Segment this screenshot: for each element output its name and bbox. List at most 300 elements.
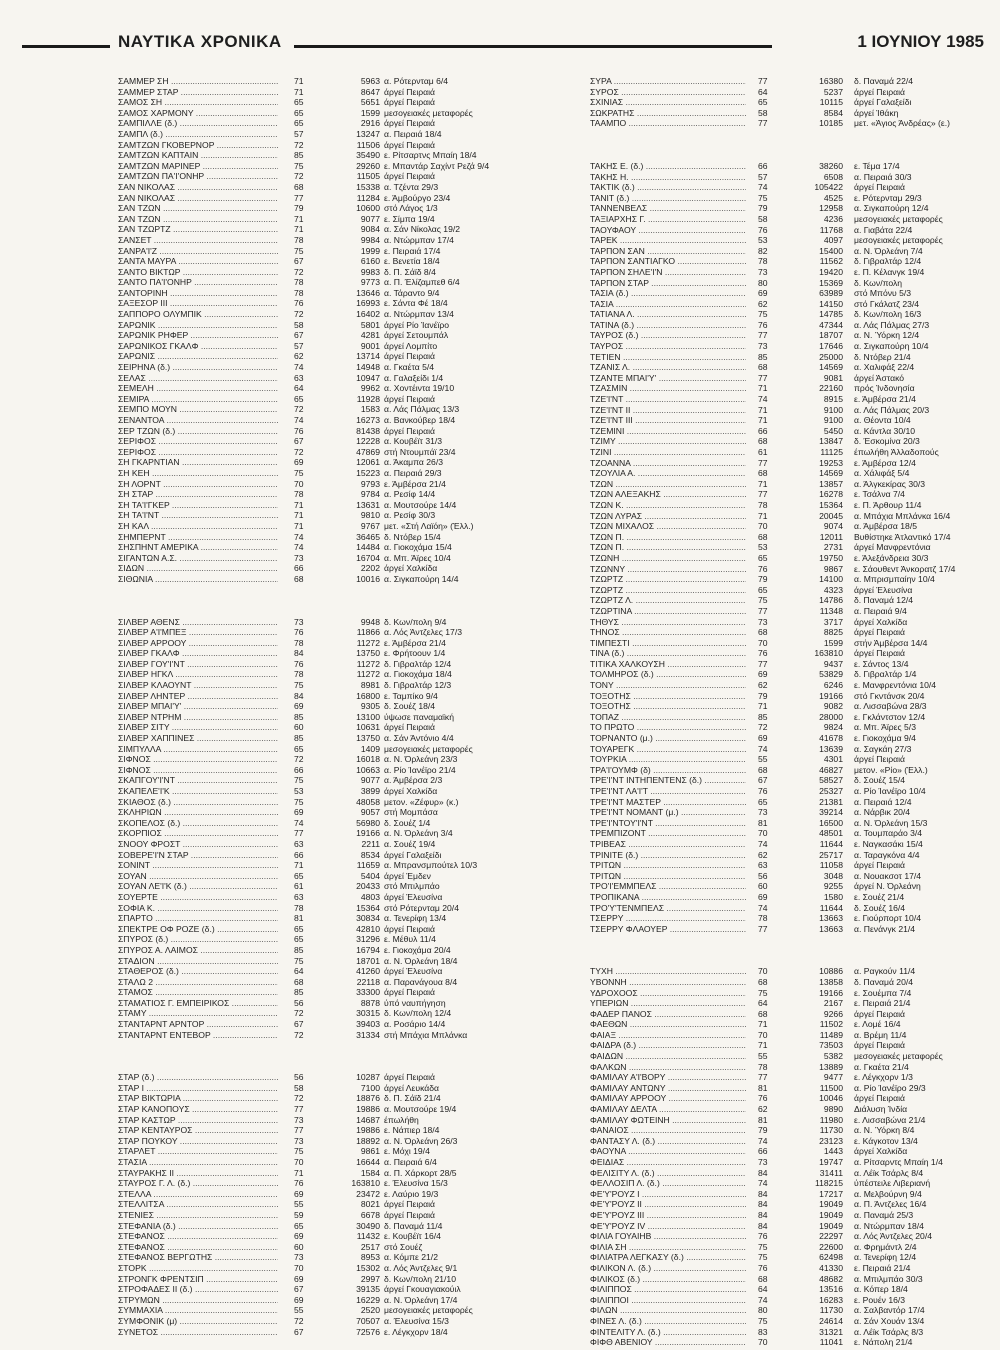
tonnage: 3048 bbox=[823, 870, 843, 881]
ship-entry-row bbox=[590, 807, 965, 818]
tonnage: 19750 bbox=[819, 552, 843, 563]
ship-position: α. Μπ. Άϊρες 10/4 bbox=[384, 552, 451, 563]
build-year: 66 bbox=[758, 1146, 768, 1157]
ship-name: ΣΑΝΤΟ ΒΙΚΤΩΡ ..... bbox=[118, 267, 278, 278]
ship-name: ΦΑΙΔΩΝ ..... bbox=[590, 1051, 746, 1062]
ship-entry-row bbox=[118, 638, 490, 649]
ship-position: άργεί Πειραιά bbox=[854, 754, 905, 765]
build-year: 72 bbox=[294, 1093, 304, 1104]
ship-name: ΣΟΒΕΡΕ'Ι'Ν ΣΤΑΡ ..... bbox=[118, 850, 278, 861]
build-year: 58 bbox=[758, 213, 768, 224]
ship-name: ΣΗ ΛΟΡΝΤ ..... bbox=[118, 479, 278, 490]
build-year: 67 bbox=[294, 1326, 304, 1337]
ship-entry-row bbox=[118, 828, 490, 839]
ship-position: στό Μπόνυ 5/3 bbox=[854, 288, 912, 299]
ship-entry-row bbox=[118, 987, 490, 998]
ship-name: ΣΑΜΤΖΩΝ ΓΚΟΒΕΡΝΟΡ ..... bbox=[118, 140, 278, 151]
ship-entry-row bbox=[590, 426, 965, 437]
tonnage: 11659 bbox=[356, 860, 380, 871]
build-year: 71 bbox=[758, 701, 768, 712]
ship-entry-row bbox=[118, 765, 490, 776]
tonnage: 12228 bbox=[356, 436, 380, 447]
tonnage: 11644 bbox=[819, 838, 843, 849]
ship-position: δ. Ντόβερ 15/4 bbox=[384, 531, 441, 542]
tonnage: 5404 bbox=[360, 870, 380, 881]
tonnage: 19886 bbox=[356, 1104, 380, 1115]
ship-position: α. Σιγκαπούρη 10/4 bbox=[854, 341, 929, 352]
ship-name: ΣΤΡΟΦΑΔΕΣ ΙΙ (δ.) ..... bbox=[118, 1284, 278, 1295]
tonnage: 20045 bbox=[819, 510, 843, 521]
build-year: 77 bbox=[294, 1104, 304, 1115]
ship-entry-row bbox=[118, 362, 490, 373]
ship-name: ΣΑΜΟΣ ΣΗ ..... bbox=[118, 97, 278, 108]
ship-name: ΣΙΛΒΕΡ ΑΘΕΝΣ ..... bbox=[118, 617, 278, 628]
ship-position: ύπό ναυπήγηση bbox=[384, 997, 446, 1008]
ship-entry-row bbox=[590, 1009, 965, 1020]
ship-entry-row bbox=[118, 1199, 490, 1210]
ship-name: ΤΖΩΝ ΑΛΕΞΑΚΗΣ ..... bbox=[590, 489, 746, 500]
tonnage: 29260 bbox=[356, 160, 380, 171]
ship-entry-row bbox=[118, 1189, 490, 1200]
tonnage: 47344 bbox=[819, 319, 843, 330]
tonnage: 1999 bbox=[360, 245, 380, 256]
tonnage: 163810 bbox=[351, 1178, 380, 1189]
ship-position: α. Ντώρμπαν 13/4 bbox=[384, 309, 454, 320]
ship-position: α. Ντώρμπαν 18/4 bbox=[854, 1220, 924, 1231]
tonnage: 11284 bbox=[356, 192, 380, 203]
tonnage: 62498 bbox=[819, 1252, 843, 1263]
build-year: 60 bbox=[294, 1241, 304, 1252]
ship-entry-row bbox=[118, 1008, 490, 1019]
tonnage: 7100 bbox=[360, 1082, 380, 1093]
tonnage: 1599 bbox=[823, 637, 843, 648]
ship-entry-row bbox=[590, 627, 965, 638]
ship-name: ΣΤΑΜΟΣ ..... bbox=[118, 987, 278, 998]
ship-name: ΣΤΕΛΛΑ ..... bbox=[118, 1189, 278, 1200]
ship-name: ΤΑΚΗΣ Ε. (δ.) ..... bbox=[590, 161, 746, 172]
ship-position: δ. Γιβραλτάρ 12/3 bbox=[384, 680, 452, 691]
ship-position: α. Ρότερνταμ 6/4 bbox=[384, 76, 449, 86]
ship-position: α. Βρέμη 11/4 bbox=[854, 1029, 907, 1040]
ship-entry-row bbox=[590, 648, 965, 659]
ship-name: ΣΤΕΦΑΝΟΣ ..... bbox=[118, 1242, 278, 1253]
build-year: 63 bbox=[758, 860, 768, 871]
ship-entry-row bbox=[590, 118, 965, 129]
ship-position: α. Ν. Όρλεάνη 23/3 bbox=[384, 754, 458, 765]
ship-position: α. Φρημάντλ 2/4 bbox=[854, 1241, 917, 1252]
ship-entry-row bbox=[118, 542, 490, 553]
tonnage: 3717 bbox=[823, 616, 843, 627]
ship-name: ΦΙΦΘ ΑΒΕΝΙΟΥ ..... bbox=[590, 1337, 746, 1348]
ship-name: ΣΥΜΦΟΝΙΚ (μ) ..... bbox=[118, 1316, 278, 1327]
ship-name: ΣΗΜΠΕΡΝΤ ..... bbox=[118, 532, 278, 543]
ship-name: ΣΙΛΒΕΡ ΝΤΡΗΜ ..... bbox=[118, 712, 278, 723]
tonnage: 5963 bbox=[360, 76, 380, 86]
build-year: 71 bbox=[758, 478, 768, 489]
ship-name: ΣΥΝΕΤΟΣ ..... bbox=[118, 1327, 278, 1338]
ship-entry-row bbox=[590, 532, 965, 543]
ship-name: ΣΙΜΠΥΛΛΑ ..... bbox=[118, 744, 278, 755]
tonnage: 16229 bbox=[356, 1294, 380, 1305]
ship-name: ΣΑΜΤΖΩΝ ΚΑΠΤΑΙΝ ..... bbox=[118, 150, 278, 161]
ship-name: ΣΙΦΝΟΣ ..... bbox=[118, 765, 278, 776]
build-year: 75 bbox=[294, 680, 304, 691]
ship-position: έπωλήθη bbox=[384, 1114, 419, 1125]
ship-position: ε. Λαύριο 19/3 bbox=[384, 1188, 439, 1199]
build-year: 53 bbox=[758, 542, 768, 553]
ship-name: ΣΑΝ ΝΙΚΟΛΑΣ ..... bbox=[118, 182, 278, 193]
ship-name: ΣΑΝΡΑ'Ι'Ζ ..... bbox=[118, 246, 278, 257]
ship-entry-row bbox=[118, 775, 490, 786]
ship-name: ΣΑΡΩΝΙΚ ..... bbox=[118, 320, 278, 331]
tonnage: 14150 bbox=[819, 298, 843, 309]
build-year: 70 bbox=[758, 966, 768, 977]
ship-entry-row bbox=[590, 1242, 965, 1253]
ship-name: ΣΤΑΡ ΚΕΝΤΑΥΡΟΣ ..... bbox=[118, 1125, 278, 1136]
ship-position: άργεί Γαλαξείδι bbox=[854, 97, 912, 108]
ship-position: άργεί Πειραιά bbox=[384, 722, 435, 733]
ship-position: δ. Παναμά 12/4 bbox=[854, 595, 914, 606]
tonnage: 16278 bbox=[819, 489, 843, 500]
ship-entry-row bbox=[118, 256, 490, 267]
ship-name: ΤΑΑΜΠΟ ..... bbox=[590, 118, 746, 129]
build-year: 58 bbox=[294, 1082, 304, 1093]
ship-entry-row bbox=[118, 1093, 490, 1104]
ship-position: άργεί Πειραιά bbox=[854, 182, 905, 193]
build-year: 65 bbox=[294, 97, 304, 108]
ship-entry-row bbox=[590, 352, 965, 363]
ship-name: ΣΕΜΠΟ ΜΟΥΝ ..... bbox=[118, 404, 278, 415]
ship-position: ε. Γιοκοχάμα 9/4 bbox=[854, 733, 916, 744]
tonnage: 10046 bbox=[819, 1093, 843, 1104]
tonnage: 13857 bbox=[819, 478, 843, 489]
ship-position: ε. Γκλάντστον 12/4 bbox=[854, 711, 926, 722]
tonnage: 9077 bbox=[360, 775, 380, 786]
build-year: 76 bbox=[294, 298, 304, 309]
ship-position: ε. Πειραιά 17/4 bbox=[384, 245, 441, 256]
tonnage: 17646 bbox=[819, 341, 843, 352]
ship-position: α. Μουτσούρε 19/4 bbox=[384, 1104, 457, 1115]
build-year: 71 bbox=[294, 86, 304, 97]
build-year: 67 bbox=[294, 1284, 304, 1295]
ship-position: δ. Κων/πολη 21/10 bbox=[384, 1273, 456, 1284]
tonnage: 30490 bbox=[356, 1220, 380, 1231]
build-year: 76 bbox=[294, 425, 304, 436]
ship-position: α. Π. Χάρκορτ 28/5 bbox=[384, 1167, 457, 1178]
tonnage: 11272 bbox=[356, 658, 380, 669]
ship-entry-row bbox=[590, 214, 965, 225]
ship-name: ΣΑΜΠΙΛΛΕ (δ.) ..... bbox=[118, 118, 278, 129]
tonnage: 11041 bbox=[819, 1337, 843, 1348]
ship-name: ΤΟ ΠΡΩΤΟ ..... bbox=[590, 722, 746, 733]
tonnage: 8647 bbox=[360, 86, 380, 97]
tonnage: 38260 bbox=[819, 160, 843, 171]
tonnage: 13663 bbox=[819, 923, 843, 934]
ship-entry-row bbox=[590, 924, 965, 935]
ship-position: δ. Κων/πολη 9/4 bbox=[384, 616, 447, 627]
ship-name: ΤΡΕ'Ι'ΝΤΟΥ'Ι'ΝΤ ..... bbox=[590, 818, 746, 829]
ship-entry-row bbox=[118, 277, 490, 288]
ship-name: ΣΕΙΡΗΝΑ (δ.) ..... bbox=[118, 362, 278, 373]
tonnage: 8584 bbox=[823, 107, 843, 118]
ship-entry-row bbox=[590, 913, 965, 924]
ship-entry-row bbox=[118, 521, 490, 532]
ship-position: άργεί Πειραιά bbox=[384, 1209, 435, 1220]
build-year: 69 bbox=[294, 701, 304, 712]
ship-name: ΦΙΛΙΑ ΣΗ ..... bbox=[590, 1242, 746, 1253]
build-year: 70 bbox=[294, 1262, 304, 1273]
ship-position: άργεί Πειραιά bbox=[854, 86, 905, 97]
build-year: 73 bbox=[758, 616, 768, 627]
build-year: 75 bbox=[758, 1252, 768, 1263]
tonnage: 39403 bbox=[356, 1019, 380, 1030]
tonnage: 19049 bbox=[819, 1220, 843, 1231]
ship-name: ΣΥΜΜΑΧΙΑ ..... bbox=[118, 1305, 278, 1316]
build-year: 79 bbox=[758, 203, 768, 214]
ship-position: δ. Π. Σάϊδ 21/4 bbox=[384, 1093, 441, 1104]
ship-position: ε. Ρουέν 16/3 bbox=[854, 1294, 906, 1305]
tonnage: 2167 bbox=[823, 998, 843, 1009]
ship-position: δ. Έσκομίνα 20/3 bbox=[854, 436, 920, 447]
ship-entry-row bbox=[118, 489, 490, 500]
ship-entry-row bbox=[118, 1136, 490, 1147]
build-year: 67 bbox=[758, 775, 768, 786]
tonnage: 11506 bbox=[356, 139, 380, 150]
ship-entry-row bbox=[590, 966, 965, 977]
ship-name: ΣΙΓΑΝΤΩΝ Α.Σ. ..... bbox=[118, 553, 278, 564]
ship-entry-row bbox=[590, 1125, 965, 1136]
build-year: 72 bbox=[294, 266, 304, 277]
build-year: 65 bbox=[758, 97, 768, 108]
build-year: 82 bbox=[758, 245, 768, 256]
tonnage: 13847 bbox=[819, 436, 843, 447]
ship-position: άργεί Γαλαξείδι bbox=[384, 849, 442, 860]
ship-name: ΦΕ'Υ'ΡΟΥΖ ΙV ..... bbox=[590, 1221, 746, 1232]
ship-name: ΤΖΑΣΜΙΝ ..... bbox=[590, 383, 746, 394]
ship-entry-row bbox=[118, 786, 490, 797]
ship-entry-row bbox=[590, 1221, 965, 1232]
ship-position: ε. Σάντος 13/4 bbox=[854, 658, 909, 669]
tonnage: 10947 bbox=[356, 372, 380, 383]
build-year: 74 bbox=[758, 394, 768, 405]
ship-name: ΤΖΩΝΝΥ ..... bbox=[590, 564, 746, 575]
tonnage: 25000 bbox=[819, 351, 843, 362]
ship-position: α. Πειραιά 29/3 bbox=[384, 467, 442, 478]
ship-position: α. Πειραιά 6/4 bbox=[384, 1157, 437, 1167]
ship-name: ΣΑΜΤΖΩΝ ΜΑΡΙΝΕΡ ..... bbox=[118, 161, 278, 172]
ship-position: α. Μουτσούρε 14/4 bbox=[384, 499, 457, 510]
ship-position: άργεί Πειραιά bbox=[384, 393, 435, 404]
ship-entry-row bbox=[590, 1168, 965, 1179]
build-year: 71 bbox=[294, 224, 304, 235]
ship-entry-row bbox=[118, 404, 490, 415]
ship-position: ε. Σάντα Φέ 18/4 bbox=[384, 298, 448, 309]
build-year: 65 bbox=[294, 934, 304, 945]
ship-name: ΣΗ ΤΑ'Ι'ΓΚΕΡ ..... bbox=[118, 500, 278, 511]
ship-name: ΣΑΝΤΟΡΙΝΗ ..... bbox=[118, 288, 278, 299]
ship-entry-row bbox=[118, 394, 490, 405]
build-year: 64 bbox=[294, 383, 304, 394]
ship-entry-row bbox=[590, 405, 965, 416]
build-year: 78 bbox=[294, 489, 304, 500]
tonnage: 19166 bbox=[819, 690, 843, 701]
ship-name: ΤΑΡΕΚ ..... bbox=[590, 235, 746, 246]
build-year: 67 bbox=[294, 330, 304, 341]
ship-position: α. Σάν Νίκολας 19/2 bbox=[384, 224, 461, 235]
build-year: 84 bbox=[294, 648, 304, 659]
ship-position: α. Γιοκοχάμα 18/4 bbox=[384, 669, 452, 680]
ship-position: α. Έλευσίνα 15/3 bbox=[384, 1315, 449, 1326]
ship-position: άργεί Έλευσίνα bbox=[384, 966, 443, 977]
ship-position: άργεί Πειραιά bbox=[384, 351, 435, 362]
build-year: 71 bbox=[758, 415, 768, 426]
ship-name: ΣΤΑΔΙΟΝ ..... bbox=[118, 956, 278, 967]
ship-position: α. Χαλιφάξ 22/4 bbox=[854, 362, 915, 373]
ship-position: ε. Πειραιά 21/4 bbox=[854, 998, 911, 1009]
build-year: 65 bbox=[294, 923, 304, 934]
build-year: 60 bbox=[294, 722, 304, 733]
ship-position: ε. Μανφρεντόνια 10/4 bbox=[854, 680, 937, 691]
ship-entry-row bbox=[118, 224, 490, 235]
ship-name: ΤΑΥΡΟΣ (δ.) ..... bbox=[590, 330, 746, 341]
ship-name: ΣΤΟΡΚ ..... bbox=[118, 1263, 278, 1274]
ship-name: ΣΑΝ ΤΖΩΝ ..... bbox=[118, 214, 278, 225]
tonnage: 16644 bbox=[356, 1157, 380, 1167]
ship-entry-row bbox=[118, 966, 490, 977]
build-year: 55 bbox=[758, 1051, 768, 1062]
ship-name: ΤΕΤΙΕΝ ..... bbox=[590, 352, 746, 363]
ship-position: α. Ν. Όρλεάνη 7/4 bbox=[854, 245, 923, 256]
ship-name: ΤΟΞΟΤΗΣ ..... bbox=[590, 701, 746, 712]
tonnage: 22118 bbox=[356, 976, 380, 987]
build-year: 75 bbox=[294, 796, 304, 807]
tonnage: 4301 bbox=[823, 754, 843, 765]
build-year: 84 bbox=[294, 690, 304, 701]
build-year: 73 bbox=[758, 341, 768, 352]
build-year: 76 bbox=[758, 563, 768, 574]
ship-name: ΣΑΜΠΛ (δ.) ..... bbox=[118, 129, 278, 140]
ship-name: ΣΙΛΒΕΡ ΣΙΤΥ ..... bbox=[118, 722, 278, 733]
ship-entry-row bbox=[590, 701, 965, 712]
ship-name: ΣΗΣΠΗΝΤ ΑΜΕΡΙΚΑ ..... bbox=[118, 542, 278, 553]
ship-name: ΤΗΝΟΣ ..... bbox=[590, 627, 746, 638]
ship-position: άργεί Έλευσίνα bbox=[854, 584, 913, 595]
ship-entry-row bbox=[590, 225, 965, 236]
ship-name: ΣΟΦΙΑ Κ. ..... bbox=[118, 903, 278, 914]
ship-entry-row bbox=[590, 320, 965, 331]
ship-position: ε. Νάπιερ 18/4 bbox=[384, 1125, 440, 1136]
tonnage: 58527 bbox=[819, 775, 843, 786]
ship-name: ΦΕΛΙΣΙΤΥ Λ. (δ.) ..... bbox=[590, 1168, 746, 1179]
tonnage: 4525 bbox=[823, 192, 843, 203]
ship-entry-row bbox=[118, 617, 490, 628]
ship-position: α. Ροσάριο 14/4 bbox=[384, 1019, 446, 1030]
ship-position: στή Ντουμπάϊ 23/4 bbox=[384, 446, 456, 457]
tonnage: 14100 bbox=[819, 574, 843, 585]
ship-position: στή Μομπάσα bbox=[384, 807, 438, 818]
ship-entry-row bbox=[590, 860, 965, 871]
ship-entry-row bbox=[590, 1178, 965, 1189]
ship-name: ΤΖΩΡΤΖ ..... bbox=[590, 574, 746, 585]
tonnage: 2517 bbox=[360, 1241, 380, 1252]
tonnage: 14569 bbox=[819, 468, 843, 479]
ship-position: ύπέστειλε Λιβεριανή bbox=[854, 1178, 931, 1189]
tonnage: 9266 bbox=[823, 1008, 843, 1019]
section-gap bbox=[118, 585, 490, 617]
tonnage: 19747 bbox=[819, 1157, 843, 1167]
tonnage: 19420 bbox=[819, 266, 843, 277]
ship-position: α. Πειραιά 9/4 bbox=[854, 605, 907, 616]
ship-entry-row bbox=[590, 1284, 965, 1295]
ship-entry-row bbox=[118, 1019, 490, 1030]
ship-position: ε. Τσάλνα 7/4 bbox=[854, 489, 905, 500]
build-year: 76 bbox=[758, 1262, 768, 1273]
tonnage: 9001 bbox=[360, 340, 380, 351]
build-year: 81 bbox=[758, 1082, 768, 1093]
ship-position: άργεί Λομπίτο bbox=[384, 340, 438, 351]
ship-entry-row bbox=[118, 892, 490, 903]
build-year: 72 bbox=[294, 139, 304, 150]
ship-name: ΣΙΛΒΕΡ ΛΗΝΤΕΡ ..... bbox=[118, 691, 278, 702]
ship-name: ΤΑΟΥΦΑΟΥ ..... bbox=[590, 225, 746, 236]
ship-position: α. Γιαβάτα 22/4 bbox=[854, 224, 913, 235]
ship-name: ΦΙΛΩΝ ..... bbox=[590, 1305, 746, 1316]
ship-position: έπωλήθη Άλλαδοπούς bbox=[854, 447, 939, 457]
tonnage: 9767 bbox=[360, 520, 380, 531]
ship-position: μετον. «Ζέφυρ» (κ.) bbox=[384, 796, 459, 807]
build-year: 65 bbox=[758, 796, 768, 807]
ship-name: ΤΟΠΑΖ ..... bbox=[590, 712, 746, 723]
tonnage: 11489 bbox=[819, 1029, 843, 1040]
tonnage: 8534 bbox=[360, 849, 380, 860]
tonnage: 19166 bbox=[356, 828, 380, 839]
ship-position: α. Χάλιφάξ 5/4 bbox=[854, 468, 910, 479]
ship-name: ΣΚΑΠΓΟΥ'Ι'ΝΤ ..... bbox=[118, 775, 278, 786]
ship-name: ΣΤΕΛΛΙΤΣΑ ..... bbox=[118, 1199, 278, 1210]
build-year: 73 bbox=[294, 552, 304, 563]
ship-position: δ. Κων/πολη 16/3 bbox=[854, 309, 922, 320]
tonnage: 9810 bbox=[360, 510, 380, 521]
ship-position: άργεί Πειραιά bbox=[384, 97, 435, 108]
ship-name: ΤΡΙΤΩΝ ..... bbox=[590, 860, 746, 871]
ship-position: ε. Λομέ 16/4 bbox=[854, 1019, 901, 1030]
ship-name: ΣΚΟΠΕΛΟΣ (δ.) ..... bbox=[118, 818, 278, 829]
ship-name: ΤΑΤΙΝΑ (δ.) ..... bbox=[590, 320, 746, 331]
ship-name: ΣΑΝ ΤΖΩΡΤΖ ..... bbox=[118, 224, 278, 235]
ship-position: άργεί Πειραιά bbox=[384, 171, 435, 182]
build-year: 72 bbox=[758, 722, 768, 733]
ship-name: ΤΖΕ'Ι'ΝΤ ΙΙ ..... bbox=[590, 405, 746, 416]
ship-name: ΤΡΕ'Ι'ΝΤ ΝΟΜΑΝΤ (μ.) ..... bbox=[590, 807, 746, 818]
tonnage: 25327 bbox=[819, 786, 843, 796]
ship-position: α. Λάς Πάλμας 20/3 bbox=[854, 404, 930, 415]
ship-name: ΣΗ ΣΤΑΡ ..... bbox=[118, 489, 278, 500]
ship-name: ΣΚΟΡΠΙΟΣ ..... bbox=[118, 828, 278, 839]
tonnage: 11730 bbox=[819, 1305, 843, 1316]
build-year: 76 bbox=[294, 658, 304, 669]
ship-entry-row bbox=[118, 648, 490, 659]
tonnage: 5237 bbox=[823, 86, 843, 97]
build-year: 79 bbox=[758, 1125, 768, 1136]
build-year: 66 bbox=[758, 160, 768, 171]
ship-position: ε. Λέγκχορν 18/4 bbox=[384, 1326, 448, 1337]
ship-entry-row bbox=[118, 415, 490, 426]
build-year: 65 bbox=[294, 107, 304, 118]
ship-entry-row bbox=[118, 426, 490, 437]
tonnage: 56980 bbox=[356, 817, 380, 828]
ship-entry-row bbox=[118, 553, 490, 564]
ship-position: δ. Π. Σάϊδ 8/4 bbox=[384, 266, 436, 277]
